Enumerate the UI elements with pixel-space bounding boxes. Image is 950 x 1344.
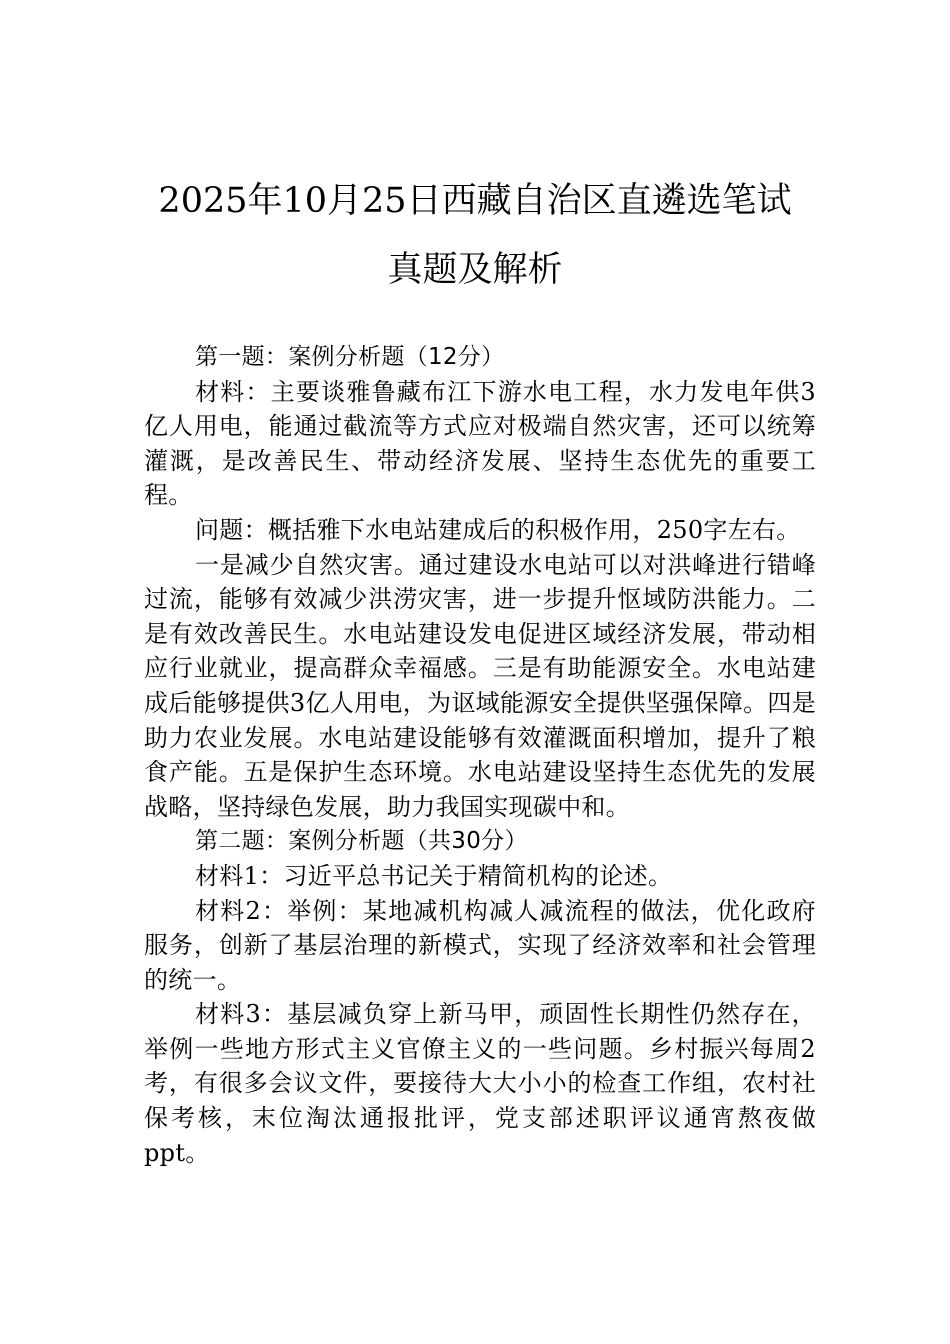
document-body [144, 340, 816, 1170]
document-title-line-2: 真题及解析 [387, 250, 563, 290]
question-1-material: 材料：主要谈雅鲁藏布江下游水电工程，水力发电年供3亿人用电，能通过截流等方式应对极端自然灾害，还可以统筹灌溉，是改善民生、带动经济发展、坚持生态优先的重要工程。 [144, 377, 816, 510]
question-2-material-3: 材料3：基层减负穿上新马甲，顽固性长期性仍然存在，举例一些地方形式主义官僚主义的一些问题。乡村振兴每周2考，有很多会议文件，要接待大大小小的检查工作组，农村社保考核，末位淘汰通报批评，党支部述职评议通宵熬夜做ppt。 [144, 1000, 816, 1167]
question-2-material-2: 材料2：举例：某地减机构减人减流程的做法，优化政府服务，创新了基层治理的新模式，实现了经济效率和社会管理的统一。 [144, 896, 816, 994]
question-1-prompt: 问题：概括雅下水电站建成后的积极作用，250字左右。 [195, 515, 801, 544]
question-1-heading: 第一题：案例分析题（12分） [195, 344, 505, 370]
question-2-heading: 第二题：案例分析题（共30分） [195, 828, 528, 855]
question-2-material-1: 材料1：习近平总书记关于精简机构的论述。 [195, 861, 673, 890]
document-title-line-1: 2025年10月25日西藏自治区直遴选笔试 [158, 181, 792, 221]
question-1-answer: 一是减少自然灾害。通过建设水电站可以对洪峰进行错峰过流，能够有效减少洪涝灾害，进一步提升怄域防洪能力。二是有效改善民生。水电站建设发电促进区域经济发展，带动相应行业就业，提高群众幸福感。三是有助能源安全。水电站建成后能够提供3亿人用电，为讴域能源安全提供坚强保障。四是助力农业发展。水电站建设能够有效灌溉面积增加，提升了粮食产能。五是保护生态环境。水电站建设坚持生态优先的发展战略，坚持绿色发展，助力我国实现碳中和。 [144, 550, 816, 821]
